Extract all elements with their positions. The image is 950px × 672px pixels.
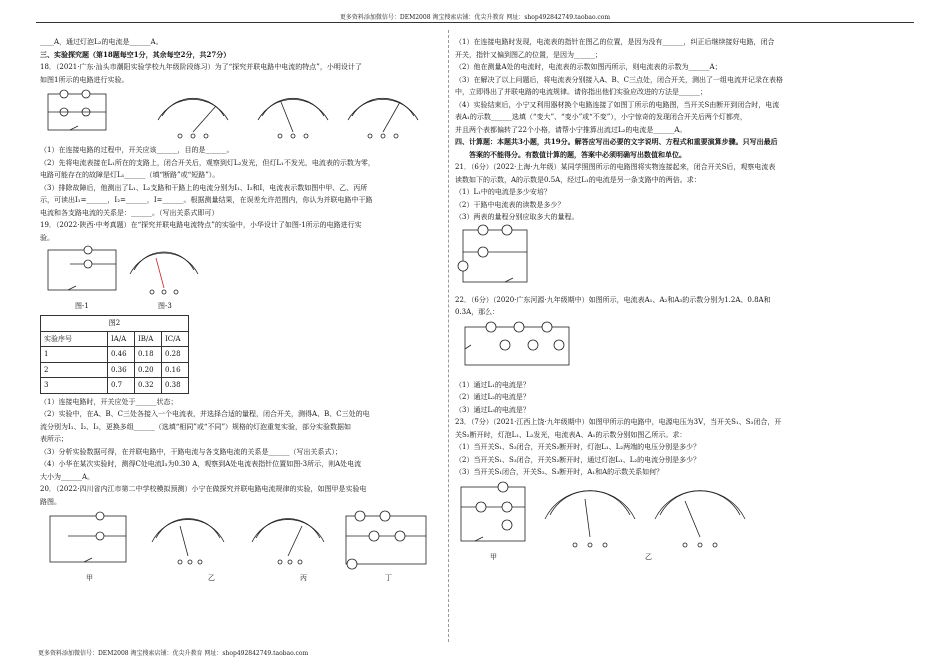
text-line: 关S₂断开时，灯泡L₁、L₂发光，电流表A、A₁的示数分别如图乙所示。求：: [455, 430, 687, 439]
circuit-diagram-jia: [50, 512, 126, 562]
table-cell: 0.28: [162, 347, 189, 363]
q18-figures: [40, 86, 440, 144]
q23-figures: [455, 479, 875, 555]
figure-label: 乙: [645, 552, 652, 561]
q22-circuit: [455, 319, 595, 379]
figure-label: 甲: [86, 574, 93, 582]
text-line: （2）当开关S₁、S₃闭合，开关S₂断开时，通过灯泡L₁、L₂的电流分别是多少？: [455, 455, 701, 464]
text-line: （3）两表的量程分别应取多大的量程。: [455, 213, 579, 221]
question-23: 23．（7分）（2021·江西上饶·九年级期中）如图甲所示的电路中，电源电压为3V，当开关S₁、S₃闭合，开: [455, 418, 782, 426]
text-line: 验。: [40, 233, 54, 242]
right-column: [455, 36, 910, 569]
table-header-row: [41, 331, 189, 347]
left-column: [40, 36, 440, 586]
page-footer: 更多资料添加微信号：DEM2008 淘宝搜索店铺：优尖升教育 网址：shop492842749.taobao.com: [38, 650, 309, 657]
table-header: IC/A: [162, 331, 189, 347]
table-header: IA/A: [108, 331, 135, 347]
figure-label: 乙: [208, 574, 215, 582]
text-line: （3）分析实验数据可得，在并联电路中，干路电流与各支路电流的关系是______（写出关系式）；: [40, 447, 342, 456]
text-line: （2）先将电流表接在L₁所在的支路上，闭合开关后，观察到灯L₂发光，但灯L₁不发光，电流表的示数为零，: [40, 158, 375, 167]
data-table: [40, 315, 189, 394]
table-caption: 图2: [41, 316, 189, 332]
text-line: （2）他在测量A处的电流时，电流表的示数如图丙所示，则电流表的示数为______A；: [455, 63, 722, 71]
q20-figures: [40, 508, 440, 574]
text-line: 开关，指针又偏到图乙的位置，是因为______；: [455, 50, 602, 59]
ammeter-dial-1: [545, 490, 635, 546]
q19-figure-row: [40, 244, 440, 314]
table-header: 实验序号: [41, 331, 108, 347]
figure-label: 丙: [300, 574, 307, 582]
section-title: 答案的不能得分。有数值计算的题，答案中必须明确写出数值和单位。: [469, 149, 686, 159]
text-line: （3）排除故障后，他测出了L₁、L₂支路和干路上的电流分别为I₁、I₂和I，电流表示数如图中甲、乙、丙所: [40, 183, 368, 192]
table-row: [41, 362, 189, 378]
text-line: 读数如下的示数，A的示数是0.5A，经过L₁的电流是另一条支路中的两倍。求：: [455, 175, 701, 184]
text-line: （2）通过L₂的电流是？: [455, 393, 530, 401]
text-line: （1）在连接电路的过程中，开关应该______，目的是______。: [40, 146, 234, 154]
text-line: 0.3A，那么：: [455, 308, 500, 316]
text-line: （3）在解决了以上问题后，将电流表分别接入A、B、C三点处，闭合开关，测出了一组电流并记录在表格: [455, 75, 784, 84]
text-line: 电流和各支路电流的关系是：______。（写出关系式即可）: [40, 208, 219, 217]
text-line: （1）通过L₁的电流是？: [455, 380, 530, 389]
table-cell: 0.36: [108, 362, 135, 378]
text-line: 表所示；: [40, 435, 68, 443]
text-line: 路图。: [40, 497, 61, 506]
table-cell: 0.38: [162, 378, 189, 394]
text-line: （1）连接电路时，开关应处于______状态；: [40, 397, 178, 406]
text-line: （4）实验结束后，小宁又利用器材换个电路连接了如图丁所示的电路图，当开关S由断开到闭合时，电流: [455, 100, 780, 109]
figure-label: 图-3: [158, 302, 172, 310]
text-line: （1）当开关S₁、S₃闭合，开关S₂断开时，灯泡L₁、L₂两端的电压分别是多少？: [455, 443, 701, 451]
section-title: 四、计算题：本题共3小题，共19分。解答应写出必要的文字说明、方程式和重要演算步骤。只写出最后: [455, 137, 778, 146]
q20-figure-row: [40, 508, 440, 586]
section-title: 三、实验探究题（第18题每空1分，其余每空2分，共27分）: [40, 49, 231, 59]
table-cell: 0.16: [162, 362, 189, 378]
table-cell: 0.32: [135, 378, 162, 394]
text-line: 并且两个表都偏转了22个小格，请帮小宁推算出流过L₂的电流是______A。: [455, 125, 687, 134]
table-header: IB/A: [135, 331, 162, 347]
text-line: （1）L₁中的电流是多少安培？: [455, 188, 551, 196]
ammeter-dial-3: [348, 98, 418, 138]
ammeter-dial-2: [655, 490, 745, 546]
ammeter-dial-bing: [252, 518, 324, 564]
question-22: 22．（6分）（2020·广东河源·九年级期中）如图所示，电流表A₁、A₂和A₃的示数分别为1.2A、0.8A和: [455, 295, 771, 304]
ammeter-dial: [130, 252, 198, 294]
figure-label: 图-1: [75, 302, 89, 310]
circuit-diagram-ding: [346, 511, 426, 569]
q23-figure-row: [455, 479, 910, 569]
figure-label: 甲: [490, 552, 497, 561]
text-line: ____A，通过灯泡L₂的电流是______A。: [40, 38, 163, 46]
question-18: 18．（2021·广东·汕头市潮阳实验学校九年级阶段练习）为了“探究并联电路中电流的特点”，小明设计了: [40, 63, 362, 71]
question-19: 19．（2022·陕西·中考真题）在“探究并联电路电流特点”的实验中，小华设计了如图-1所示的电路进行实: [40, 221, 362, 229]
text-line: 如图1所示的电路进行实验。: [40, 75, 129, 84]
figure-label: 丁: [385, 574, 392, 582]
text-line: 电路可能存在的故障是灯L₁______（填“断路”或“短路”）。: [40, 171, 220, 179]
ammeter-dial-yi: [152, 518, 224, 564]
table-cell: 0.20: [135, 362, 162, 378]
table-cell: 0.46: [108, 347, 135, 363]
text-line: （3）通过L₃的电流是？: [455, 405, 530, 414]
circuit-diagram-jia: [461, 482, 525, 541]
column-divider: [448, 30, 449, 642]
q19-figures: [40, 244, 240, 304]
table-cell: 1: [41, 347, 108, 363]
text-line: （1）在连接电路时发现，电流表的指针在图乙的位置，是因为没有______，纠正后继续接好电路，闭合: [455, 38, 775, 46]
text-line: 流分别为I₁、I₂、I₃，更换多组______（选填“相同”或“不同”）规格的灯泡重复实验，部分实验数据如: [40, 422, 352, 431]
text-line: （4）小华在某次实验时，测得C处电流I₃为0.30 A，观察到A处电流表指针位置如图-3所示，则A处电流: [40, 460, 362, 468]
text-line: （3）当开关S₁闭合，开关S₂、S₃断开时，A₁和A的示数关系如何？: [455, 468, 664, 476]
table-row: [41, 347, 189, 363]
table-cell: 3: [41, 378, 108, 394]
text-line: （2）实验中，在A、B、C三处各接入一个电流表，并选择合适的量程，闭合开关，测得A、B、C三处的电: [40, 410, 370, 418]
ammeter-dial-1: [158, 98, 228, 138]
table-row: [41, 378, 189, 394]
text-line: （2）干路中电流表的读数是多少？: [455, 200, 565, 209]
text-line: 大小为______A。: [40, 472, 95, 481]
question-20: 20．（2022·四川省内江市第二中学校模拟预测）小宁在做探究并联电路电流规律的实验，如图甲是实验电: [40, 485, 367, 493]
circuit-diagram: [48, 246, 116, 290]
table-cell: 2: [41, 362, 108, 378]
circuit-diagram: [48, 90, 106, 130]
text-line: 表A₁的示数______选填（“变大”、“变小”或“不变”），小宁惊奇的发现闭合开关后两个灯都亮，: [455, 113, 747, 121]
table-cell: 0.7: [108, 378, 135, 394]
q21-circuit: [455, 224, 575, 294]
page-header: 更多资料添加微信号：DEM2008 淘宝搜索店铺：优尖升教育 网址：shop492842749.taobao.com: [339, 14, 611, 21]
ammeter-dial-2: [258, 98, 328, 138]
question-21: 21．（6分）（2022·上海·九年级）某同学照图所示的电路图将实物连接起来，闭合开关S后，观察电流表: [455, 163, 776, 171]
table-cell: 0.18: [135, 347, 162, 363]
header-rule: [36, 22, 914, 23]
text-line: 示，可读出I₁=______，I₂=______，I=______。根据测量结果，在误差允许范围内，你认为并联电路中干路: [40, 196, 373, 204]
text-line: 中，立即得出了并联电路的电流规律。请你指出他们实验应改进的方法是______；: [455, 88, 707, 96]
